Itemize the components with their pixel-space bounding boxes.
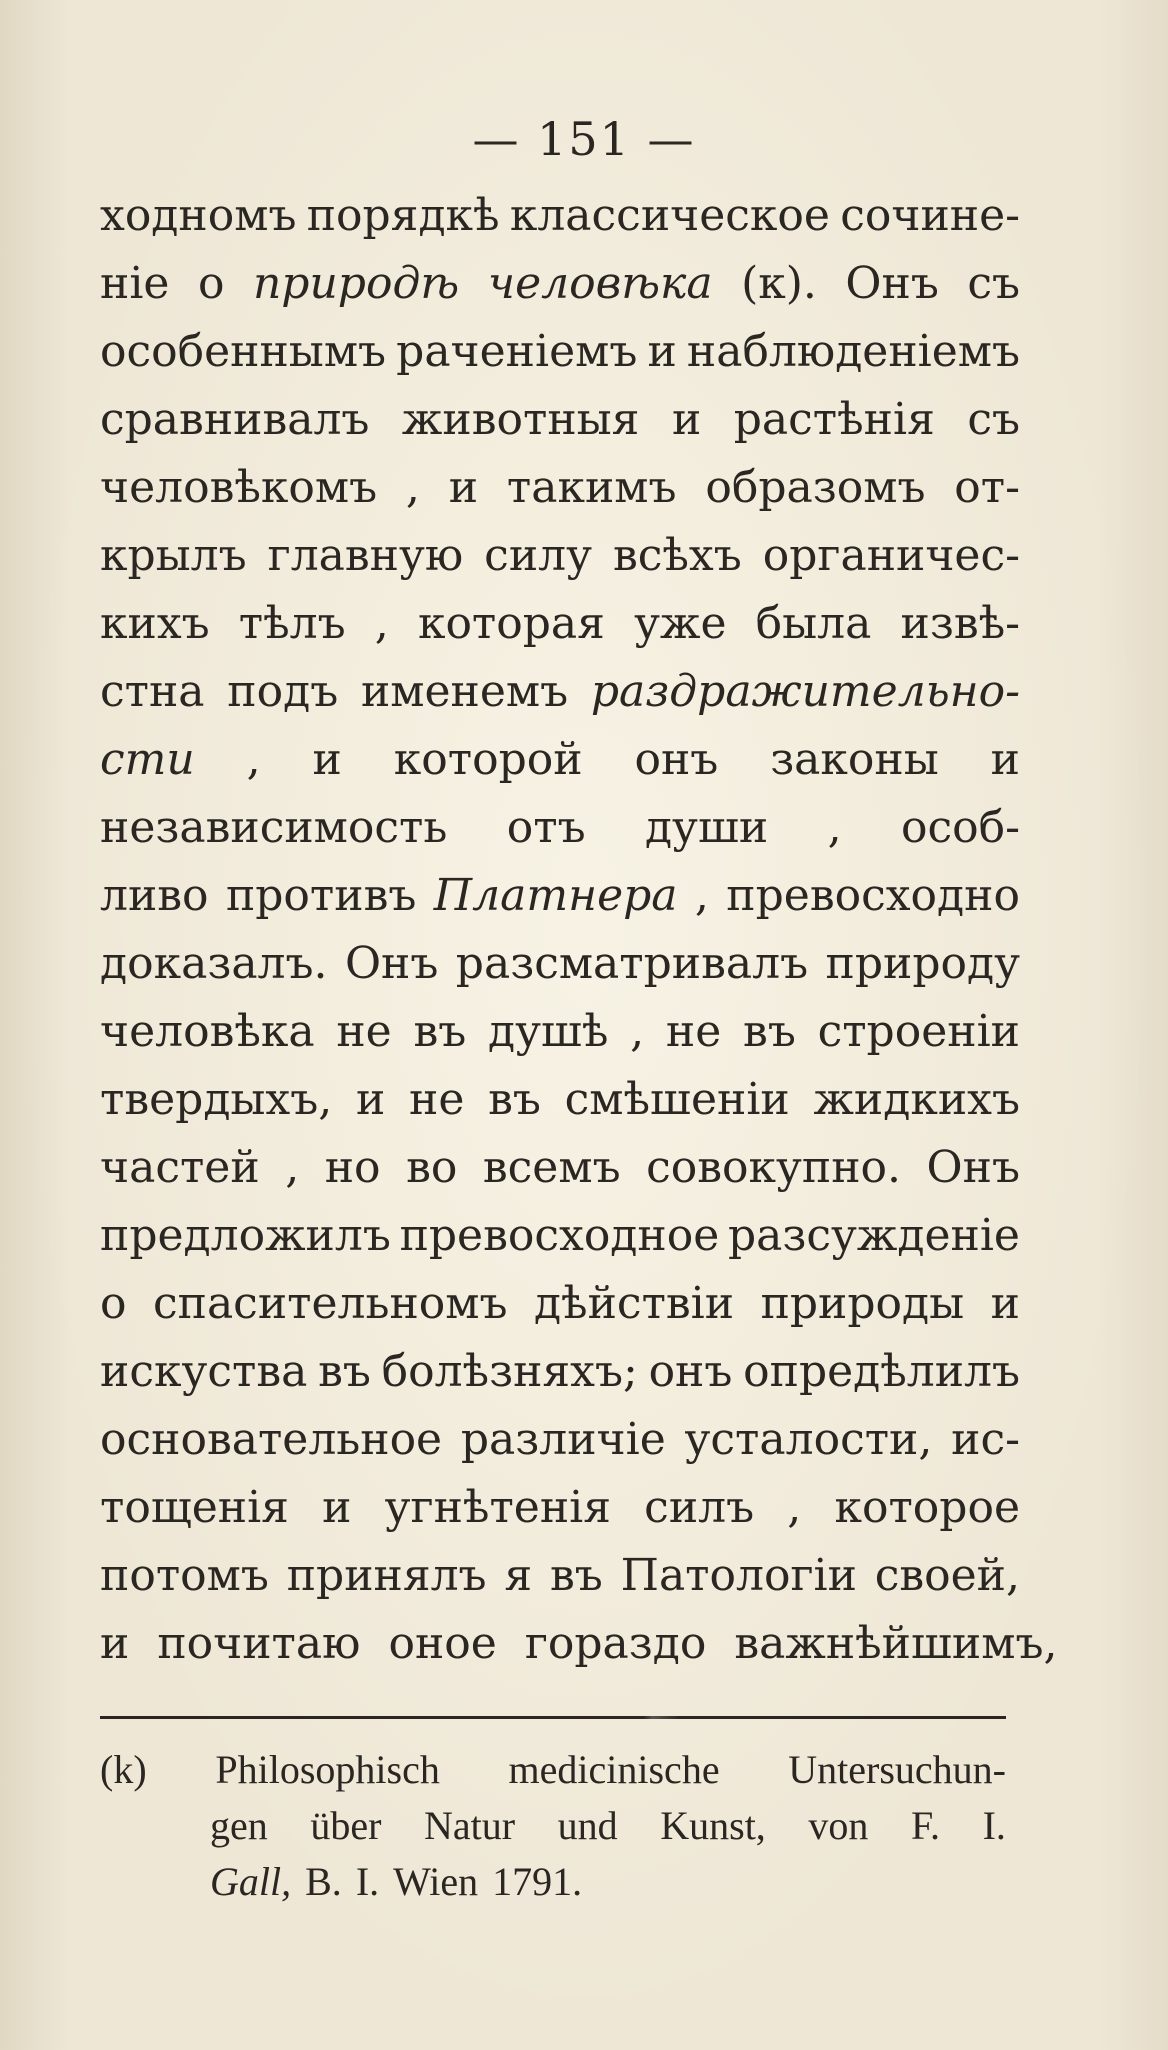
word: спасительномъ (152, 1278, 508, 1329)
footnote-separator (100, 1716, 1006, 1719)
word: ливо (100, 870, 209, 921)
word: (к). (741, 258, 817, 309)
text-line (100, 658, 1020, 726)
word: основательное (100, 1414, 443, 1465)
word: , (246, 734, 261, 785)
word: порядкѣ (306, 190, 500, 241)
word: такимъ (506, 462, 677, 513)
word: въ (549, 1550, 603, 1601)
word: не (665, 1006, 722, 1057)
word: крылъ (100, 530, 247, 581)
word: опредѣлилъ (743, 1346, 1020, 1397)
text-line (100, 1542, 1020, 1610)
text-line (100, 862, 1020, 930)
word: Kunst, (660, 1803, 766, 1848)
word: души (644, 802, 769, 853)
word: гораздо (524, 1618, 707, 1669)
word: въ (318, 1346, 371, 1397)
word: человѣка (487, 258, 713, 309)
text-line (100, 318, 1020, 386)
word: и (355, 1074, 386, 1125)
word: законы (770, 734, 939, 785)
word: уже (634, 598, 727, 649)
word: главную (267, 530, 464, 581)
word: дѣйствіи (533, 1278, 735, 1329)
word: Онъ (926, 1142, 1020, 1193)
word: въ (743, 1006, 796, 1057)
word: извѣ- (900, 598, 1020, 649)
text-line (100, 1066, 1020, 1134)
word: съ (967, 394, 1020, 445)
word: Philosophisch (215, 1747, 440, 1792)
word: классическое (509, 190, 830, 241)
word: въ (413, 1006, 467, 1057)
word: была (755, 598, 872, 649)
text-line (100, 1474, 1020, 1542)
word: и (990, 734, 1020, 785)
word: и (647, 326, 677, 377)
text-line (100, 1270, 1020, 1338)
text-line (100, 1202, 1020, 1270)
word: болѣзняхъ; (381, 1346, 638, 1397)
word: почитаю (157, 1618, 361, 1669)
word: стна (100, 666, 205, 717)
word: превосходно (726, 870, 1020, 921)
word: принялъ (286, 1550, 487, 1601)
word: всѣхъ (612, 530, 742, 581)
word: особеннымъ (100, 326, 387, 377)
word: от- (954, 462, 1020, 513)
text-line (100, 250, 1020, 318)
word: усталости, (684, 1414, 933, 1465)
word: 1791. (492, 1859, 583, 1904)
word: потомъ (100, 1550, 269, 1601)
word: которое (834, 1482, 1020, 1533)
word: особ- (901, 802, 1020, 853)
word: Платнера (433, 870, 678, 921)
word: сочине- (840, 190, 1020, 241)
word: ходномъ (100, 190, 297, 241)
word: I. (982, 1803, 1006, 1848)
word: Онъ (344, 938, 439, 989)
word: твердыхъ, (100, 1074, 333, 1125)
word: сравнивалъ (100, 394, 370, 445)
word: и (322, 1482, 352, 1533)
word: сти (100, 734, 195, 785)
word: , (405, 462, 420, 513)
word: силъ (644, 1482, 755, 1533)
word: (k) (100, 1747, 147, 1792)
word: своей, (874, 1550, 1020, 1601)
word: , (285, 1142, 300, 1193)
word: противъ (225, 870, 417, 921)
word: B. (305, 1859, 342, 1904)
word: совокупно. (646, 1142, 902, 1193)
word: доказалъ. (100, 938, 328, 989)
footnote-line-2 (100, 1798, 1006, 1854)
word: частей (100, 1142, 260, 1193)
word: важнѣйшимъ, (734, 1618, 1058, 1669)
word: не (409, 1074, 465, 1125)
word: и (990, 1278, 1020, 1329)
word: природу (825, 938, 1020, 989)
word: подъ (227, 666, 339, 717)
word: Патологіи (620, 1550, 857, 1601)
word: жидкихъ (813, 1074, 1020, 1125)
word: и (312, 734, 342, 785)
word: не (336, 1006, 392, 1057)
word: онъ (634, 734, 719, 785)
word: кихъ (100, 598, 210, 649)
word: , (787, 1482, 802, 1533)
word: природѣ (252, 258, 460, 309)
text-line (100, 1134, 1020, 1202)
word: природы (760, 1278, 965, 1329)
word: Untersuchun- (788, 1747, 1006, 1792)
text-line (100, 182, 1020, 250)
word: независимость (100, 802, 448, 853)
word: но (324, 1142, 381, 1193)
word: онъ (648, 1346, 733, 1397)
word: угнѣтенія (384, 1482, 611, 1533)
word: und (557, 1803, 618, 1848)
word: строеніи (817, 1006, 1020, 1057)
word: о (100, 1278, 127, 1329)
word: душѣ (488, 1006, 609, 1057)
word: разсужденіе (728, 1210, 1020, 1261)
word: различіе (460, 1414, 666, 1465)
word: , (630, 1006, 645, 1057)
word: которой (393, 734, 583, 785)
text-line (100, 1406, 1020, 1474)
text-line (100, 590, 1020, 658)
word: искуства (100, 1346, 308, 1397)
word: органичес- (762, 530, 1020, 581)
text-line (100, 454, 1020, 522)
text-line (100, 522, 1020, 590)
word: разсматривалъ (455, 938, 809, 989)
word: F. (910, 1803, 941, 1848)
text-line (100, 930, 1020, 998)
word: Natur (424, 1803, 516, 1848)
word: всемъ (482, 1142, 621, 1193)
word: смѣшеніи (564, 1074, 790, 1125)
footnote (100, 1742, 1020, 1910)
word: Wien (393, 1859, 479, 1904)
text-line (100, 794, 1020, 862)
word: наблюденіемъ (686, 326, 1020, 377)
text-line (100, 998, 1020, 1066)
text-line (100, 1338, 1020, 1406)
word: von (808, 1803, 869, 1848)
word: gen (210, 1803, 268, 1848)
word: ніе (100, 258, 170, 309)
word: человѣкомъ (100, 462, 378, 513)
text-line (100, 726, 1020, 794)
word: превосходное (399, 1210, 720, 1261)
word: и (448, 462, 479, 513)
word: Gall, (210, 1859, 292, 1904)
word: тощенія (100, 1482, 289, 1533)
word: , (827, 802, 842, 853)
word: I. (355, 1859, 380, 1904)
word: über (310, 1803, 382, 1848)
word: и (671, 394, 702, 445)
word: medicinische (508, 1747, 720, 1792)
word: и (100, 1618, 130, 1669)
page-number: — 151 — (472, 112, 696, 166)
footnote-line-3 (100, 1854, 1020, 1910)
word: Онъ (845, 258, 939, 309)
word: съ (967, 258, 1020, 309)
text-line (100, 386, 1020, 454)
word: раченіемъ (396, 326, 638, 377)
word: именемъ (360, 666, 569, 717)
word: образомъ (705, 462, 926, 513)
footnote-line-1 (100, 1742, 1006, 1798)
word: въ (488, 1074, 541, 1125)
word: во (406, 1142, 458, 1193)
body-text (100, 182, 1058, 1678)
word: предложилъ (100, 1210, 391, 1261)
word: человѣка (100, 1006, 315, 1057)
word: животныя (401, 394, 640, 445)
word: отъ (506, 802, 586, 853)
word: растѣнія (733, 394, 935, 445)
word: , (694, 870, 709, 921)
word: силу (484, 530, 592, 581)
word: , (374, 598, 389, 649)
word: оное (388, 1618, 497, 1669)
word: которая (417, 598, 605, 649)
word: ис- (951, 1414, 1020, 1465)
word: я (504, 1550, 533, 1601)
word: о (197, 258, 225, 309)
word: тѣлъ (238, 598, 346, 649)
word: раздражительно- (590, 666, 1020, 717)
text-line (100, 1610, 1058, 1678)
